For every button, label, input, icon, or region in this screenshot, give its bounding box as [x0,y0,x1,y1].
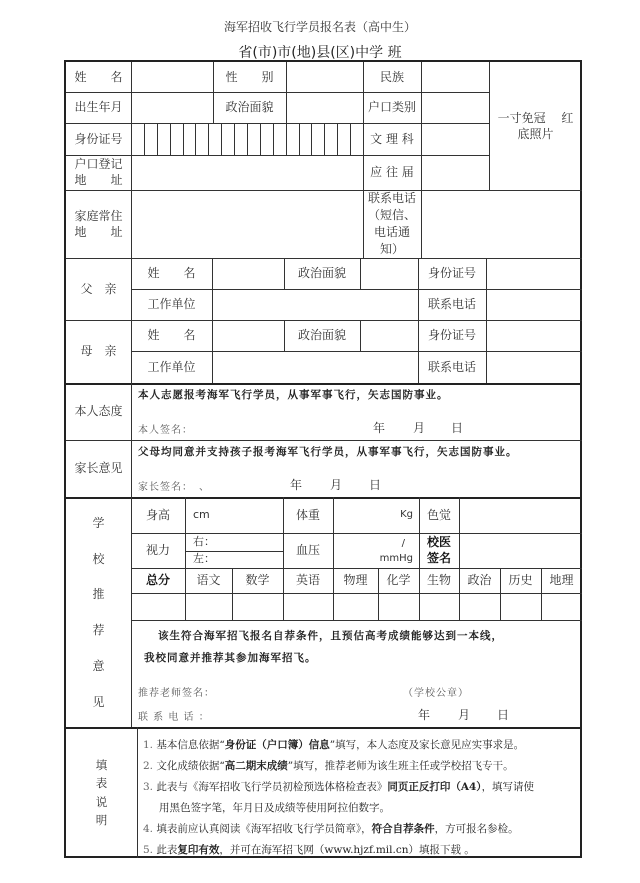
instruction-text: 用黑色签字笔，年月日及成绩等使用阿拉伯数字。 [159,802,390,814]
gender-input[interactable] [286,62,363,92]
school-year: 年 [418,708,431,722]
id-digit-cell[interactable] [286,123,299,155]
id-label: 身份证号 [74,131,123,146]
hukou-address-label [66,155,131,190]
grid-line-v [286,123,287,155]
mother-id-label: 身份证号 [427,328,476,343]
subject-header: 政治 [467,573,492,588]
instruction-number: 5. [143,844,157,856]
instruction-number: 4. [143,823,157,835]
school-day: 日 [497,708,510,722]
grid-line-h [131,533,582,534]
id-digit-cell[interactable] [183,123,196,155]
id-digit-cell[interactable] [337,123,350,155]
grid-line-v [273,123,274,155]
grid-line-v [284,258,285,289]
grid-line-v [157,123,158,155]
grid-line-v [337,123,338,155]
father-work-label: 工作单位 [147,297,196,312]
grid-line-v [486,258,487,383]
instruction-text: 文化成绩依据“ [156,760,225,772]
instruction-item [143,821,519,836]
id-digit-cell[interactable] [324,123,337,155]
subject-header: 物理 [343,573,368,588]
attitude-signature-field[interactable] [180,414,380,436]
instructions-label-char: 说 [95,794,108,809]
contact-label-line1: 联系电话 [367,191,416,206]
parent-month: 月 [330,478,343,492]
instruction-number: 2. [143,760,157,772]
grid-line-h [66,92,489,93]
school-doctor-label [419,533,459,568]
grid-line-h [66,123,489,124]
subject-header: 历史 [508,573,533,588]
grid-line-v [283,497,284,620]
bp-unit: mmHg [379,552,413,564]
subject-score-input[interactable] [232,593,283,620]
track-input[interactable] [421,123,489,155]
attitude-label: 本人态度 [74,404,123,419]
subject-header: 语文 [196,573,221,588]
ethnicity-input[interactable] [421,62,489,92]
grid-line-h [66,497,582,499]
contact-label-line3: 电话通 [373,225,410,239]
color-vision-label: 色觉 [426,507,451,522]
blood-pressure-input[interactable] [333,533,419,568]
school-label-char: 学 [92,515,105,530]
contact-phone-input[interactable] [421,190,582,258]
instruction-text: ”填写，本人态度及家长意见应实事求是。 [329,739,525,751]
instruction-item [143,758,514,773]
grid-line-v [232,568,233,620]
grid-line-h [66,383,582,385]
grid-line-v [500,568,501,620]
grid-line-v [213,62,214,123]
id-digit-cell[interactable] [260,123,273,155]
grid-line-v [234,123,235,155]
id-digit-cell[interactable] [221,123,234,155]
grid-line-h [66,440,582,441]
father-phone-input[interactable] [486,289,582,320]
grid-line-h [66,320,582,321]
birth-input[interactable] [131,92,213,123]
grid-line-v [131,497,132,727]
name-label: 姓 名 [74,69,123,84]
grid-line-v [418,258,419,383]
grid-line-v [195,123,196,155]
instruction-number: 1. [143,739,157,751]
grid-line-v [421,62,422,258]
grid-line-v [131,62,132,497]
grad-input[interactable] [421,155,489,190]
parent-signature-field[interactable] [200,472,280,494]
school-label-char: 推 [92,587,105,602]
grid-line-v [419,497,420,620]
teacher-signature-field[interactable] [215,680,395,700]
instructions-label [66,727,137,858]
contact-label-line2: （短信、 [367,208,416,223]
attitude-year: 年 [373,421,386,435]
vision-label: 视力 [145,543,170,558]
recommend-line-1: 该生符合海军招飞报名自荐条件，且预估高考成绩能够达到一本线， [158,630,503,642]
subject-header: 生物 [426,573,451,588]
subject-header: 英语 [295,573,320,588]
height-label: 身高 [145,507,170,522]
mother-name-label: 姓 名 [147,328,196,343]
instruction-item [143,737,524,752]
grid-line-v [144,123,145,155]
school-label-char: 荐 [92,623,105,638]
attitude-day: 日 [451,421,464,435]
father-political-label: 政治面貌 [297,266,346,281]
subject-score-input[interactable] [283,593,333,620]
weight-input[interactable] [333,497,419,533]
instruction-text: 填表前应认真阅读《海军招收飞行学员简章》， [156,823,372,835]
grid-line-h [131,568,582,569]
contact-phone-label [363,190,421,258]
id-digit-cell[interactable] [131,123,144,155]
grid-line-v [247,123,248,155]
grid-line-h [131,620,582,621]
photo-label-line1: 一寸免冠 红 [497,110,574,125]
doctor-label-line1: 校医 [426,534,451,549]
photo-label-line2: 底照片 [517,127,554,141]
grid-line-v [137,727,138,858]
instruction-text: 此表与《海军招收飞行学员初检预选体格检查表》 [156,781,388,793]
hukou-type-label: 户口类别 [367,100,416,115]
mother-phone-input[interactable] [486,351,582,383]
instruction-text: ，填写请使 [481,781,535,793]
grid-line-h [66,258,582,259]
height-input[interactable] [185,497,283,533]
grid-line-v [185,497,186,620]
grid-line-v [284,320,285,351]
grid-line-v [299,123,300,155]
mother-name-input[interactable] [212,320,284,351]
grid-line-v [378,568,379,620]
instruction-text: 此表 [156,844,178,856]
weight-unit: Kg [400,509,413,521]
home-address-label [66,190,131,258]
grid-line-v [324,123,325,155]
track-label: 文 理 科 [370,131,414,146]
id-digit-cell[interactable] [299,123,312,155]
father-name-input[interactable] [212,258,284,289]
birth-label: 出生年月 [74,100,123,115]
vision-left-label: 左： [193,552,215,566]
instruction-item [159,800,390,815]
school-class-line: 省(市)市(地)县(区)中学 班 [238,45,402,61]
teacher-sign-label: 推荐老师签名： [138,688,215,699]
political-label: 政治面貌 [225,100,274,115]
mother-work-input[interactable] [212,351,418,383]
grid-line-v [170,123,171,155]
doctor-label-line2: 签名 [426,550,451,565]
grid-line-v [350,123,351,155]
grid-line-v [459,497,460,620]
subject-score-input[interactable] [541,593,582,620]
attitude-sign-label: 本人签名： [138,425,193,436]
ethnicity-label: 民族 [379,69,404,84]
subject-header: 地理 [549,573,574,588]
subject-score-input[interactable] [131,593,185,620]
grid-line-v [208,123,209,155]
grid-line-h [66,727,582,729]
instruction-text: ”填写，推荐老师为该生班主任或学校招飞专干。 [287,760,514,772]
id-digit-cell[interactable] [208,123,221,155]
school-month: 月 [458,708,471,722]
subject-header: 化学 [386,573,411,588]
instruction-text: 基本信息依据“ [156,739,225,751]
grid-line-v [363,62,364,258]
father-label: 父 亲 [80,281,117,296]
grid-line-h [131,289,582,290]
father-political-input[interactable] [360,258,418,289]
mother-label: 母 亲 [80,344,117,359]
school-doctor-signature[interactable] [459,533,582,568]
subject-score-input[interactable] [459,593,500,620]
parent-day: 日 [369,478,382,492]
grid-line-h [66,155,489,156]
subject-score-input[interactable] [378,593,419,620]
parent-year: 年 [290,478,303,492]
id-digit-cell[interactable] [247,123,260,155]
id-digit-cell[interactable] [157,123,170,155]
photo-box[interactable] [489,62,582,190]
recommend-line-2: 我校同意并推荐其参加海军招飞。 [144,652,317,664]
school-label-char: 见 [92,694,105,709]
hukou-address-input[interactable] [131,155,363,190]
instruction-emphasis: 同页正反打印（A4） [387,781,482,793]
weight-label: 体重 [295,507,320,522]
vision-right-input[interactable] [185,533,283,551]
attitude-statement: 本人志愿报考海军飞行学员，从事军事飞行，矢志国防事业。 [138,389,449,401]
instruction-emphasis: 符合自荐条件 [371,823,435,835]
mother-phone-label: 联系电话 [427,359,476,374]
id-digit-cell[interactable] [273,123,286,155]
id-digit-cell[interactable] [144,123,157,155]
height-unit: cm [193,507,210,521]
grid-line-v [221,123,222,155]
grid-line-v [286,62,287,123]
grid-line-v [360,258,361,289]
mother-political-input[interactable] [360,320,418,351]
father-id-label: 身份证号 [427,266,476,281]
father-id-input[interactable] [486,258,582,289]
instruction-text: ，并可在海军招飞网（www.hjzf.mil.cn）填报下载 。 [219,844,475,856]
instruction-item [143,779,534,794]
school-stamp-label: （学校公章） [403,688,469,699]
mother-work-label: 工作单位 [147,359,196,374]
instruction-emphasis: 复印有效 [177,844,220,856]
grid-line-v [260,123,261,155]
hukou-address-label-line1: 户口登记 [74,156,123,171]
instruction-text: ，方可报名参检。 [434,823,519,835]
id-digit-cell[interactable] [170,123,183,155]
subject-score-input[interactable] [185,593,232,620]
father-name-label: 姓 名 [147,266,196,281]
instruction-emphasis: 身份证（户口簿）信息 [224,739,330,751]
grid-line-h [131,593,582,594]
blood-pressure-label: 血压 [295,543,320,558]
instructions-label-char: 填 [95,757,108,772]
mother-id-input[interactable] [486,320,582,351]
parent-opinion-statement: 父母均同意并支持孩子报考海军飞行学员，从事军事飞行，矢志国防事业。 [138,446,518,458]
vision-left-input[interactable] [185,551,283,568]
subject-score-input[interactable] [333,593,378,620]
id-digit-cell[interactable] [234,123,247,155]
grid-line-v [541,568,542,620]
instruction-emphasis: 高二期末成绩 [224,760,288,772]
name-input[interactable] [131,62,213,92]
grad-label: 应 往 届 [370,165,414,180]
subject-header: 总分 [145,573,170,588]
color-vision-input[interactable] [459,497,582,533]
instructions-label-char: 明 [95,812,108,827]
vision-right-label: 右： [193,534,215,548]
teacher-phone-label: 联 系 电 话 ： [138,712,210,723]
grid-line-v [489,62,490,190]
subject-score-input[interactable] [419,593,459,620]
grid-line-h [66,190,582,191]
instruction-item [143,842,475,857]
contact-label-line4: 知） [379,241,404,256]
school-label-char: 意 [92,659,105,674]
father-work-input[interactable] [212,289,418,320]
id-digit-cell[interactable] [350,123,363,155]
parent-sign-label: 家长签名： 、 [138,482,210,493]
home-address-label-line1: 家庭常住 [74,208,123,223]
grid-line-v [183,123,184,155]
father-phone-label: 联系电话 [427,297,476,312]
parent-opinion-label: 家长意见 [74,461,123,476]
political-input[interactable] [286,92,363,123]
grid-line-h [131,351,582,352]
hukou-type-input[interactable] [421,92,489,123]
school-label-char: 校 [92,551,105,566]
bp-slash: / [401,537,405,549]
id-digit-cell[interactable] [195,123,208,155]
attitude-month: 月 [413,421,426,435]
grid-line-v [212,258,213,383]
school-recommendation-label [66,505,131,720]
id-digit-cell[interactable] [311,123,324,155]
subject-header: 数学 [245,573,270,588]
grid-line-v [360,320,361,351]
instruction-number: 3. [143,781,157,793]
home-address-input[interactable] [131,190,363,258]
gender-label: 性 别 [225,69,274,84]
subject-score-input[interactable] [500,593,541,620]
home-address-label-line2: 地 址 [74,225,123,239]
mother-political-label: 政治面貌 [297,328,346,343]
hukou-address-label-line2: 地 址 [74,172,123,187]
teacher-phone-field[interactable] [220,704,390,724]
grid-line-v [311,123,312,155]
instructions-label-char: 表 [95,776,108,791]
grid-line-h [185,551,283,552]
grid-line-v [333,497,334,620]
form-title: 海军招收飞行学员报名表（高中生） [223,20,416,34]
